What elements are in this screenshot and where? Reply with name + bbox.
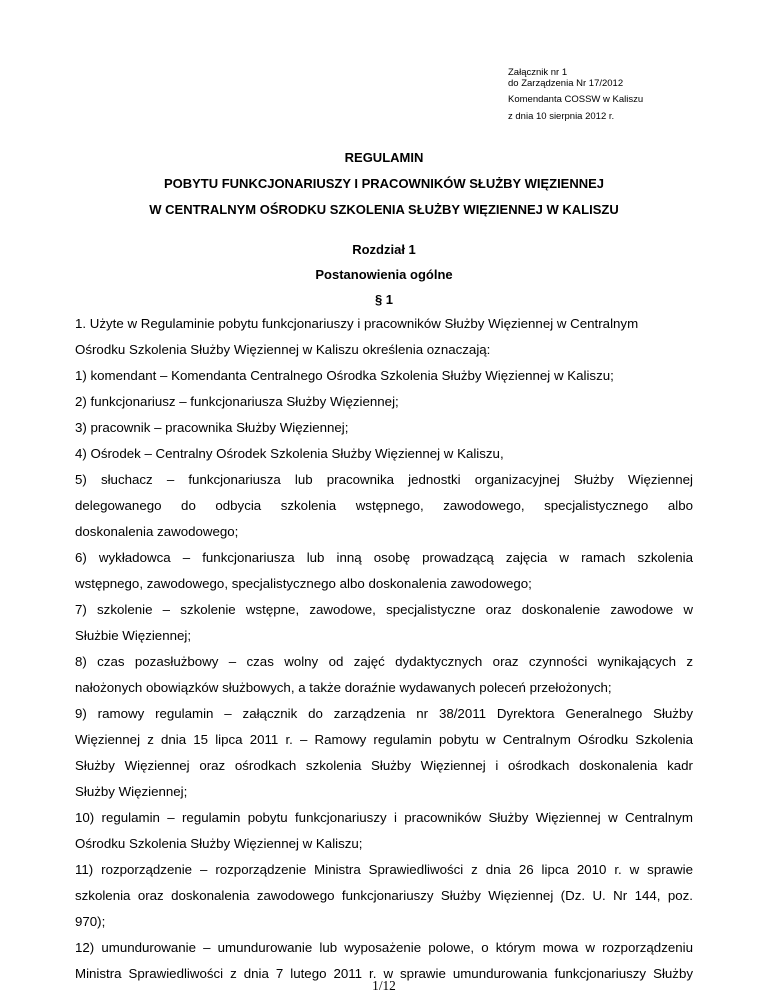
text-line: Służbie Więziennej; xyxy=(75,628,192,643)
text-line: 4) Ośrodek – Centralny Ośrodek Szkolenia Służby Więziennej w Kaliszu, xyxy=(75,446,504,461)
text-line: 6) wykładowca – funkcjonariusza lub inną osobę prowadzącą zajęcia w ramach szkolenia xyxy=(75,550,693,565)
text-line: 970); xyxy=(75,914,106,929)
text-line: wstępnego, zawodowego, specjalistycznego albo doskonalenia zawodowego; xyxy=(75,576,532,591)
text-line: Ośrodku Szkolenia Służby Więziennej w Kaliszu określenia oznaczają: xyxy=(75,342,491,357)
text-line: 3) pracownik – pracownika Służby Więziennej; xyxy=(75,420,349,435)
text-line: 9) ramowy regulamin – załącznik do zarządzenia nr 38/2011 Dyrektora Generalnego Służby xyxy=(75,706,693,721)
page-number: 1/12 xyxy=(372,978,396,993)
document-title: REGULAMIN xyxy=(344,150,424,165)
text-line: Ośrodku Szkolenia Służby Więziennej w Kaliszu; xyxy=(75,836,363,851)
document-subtitle-1: POBYTU FUNKCJONARIUSZY I PRACOWNIKÓW SŁUŻBY WIĘZIENNEJ xyxy=(163,176,605,191)
text-line: 12) umundurowanie – umundurowanie lub wyposażenie polowe, o którym mowa w rozporządzeniu xyxy=(75,940,693,955)
text-line: Ministra Sprawiedliwości z dnia 7 lutego 2011 r. w sprawie umundurowania funkcjonariuszy Służby xyxy=(75,966,693,981)
text-line: doskonalenia zawodowego; xyxy=(75,524,239,539)
annex-line-2: do Zarządzenia Nr 17/2012 xyxy=(508,77,624,89)
text-line: delegowanego do odbycia szkolenia wstępnego, zawodowego, specjalistycznego albo xyxy=(75,498,693,513)
text-line: szkolenia oraz doskonalenia zawodowego funkcjonariuszy Służby Więziennej (Dz. U. Nr 144, poz. xyxy=(75,888,693,903)
text-line: 5) słuchacz – funkcjonariusza lub pracownika jednostki organizacyjnej Służby Więziennej xyxy=(75,472,693,487)
document-subtitle-2: W CENTRALNYM OŚRODKU SZKOLENIA SŁUŻBY WIĘZIENNEJ W KALISZU xyxy=(149,202,619,217)
text-line: 11) rozporządzenie – rozporządzenie Ministra Sprawiedliwości z dnia 26 lipca 2010 r. w sprawie xyxy=(75,862,693,877)
chapter-name: Postanowienia ogólne xyxy=(315,267,453,282)
annex-line-4: z dnia 10 sierpnia 2012 r. xyxy=(508,110,615,122)
annex-line-1: Załącznik nr 1 xyxy=(508,67,568,78)
annex-note xyxy=(508,68,643,122)
text-line: Więziennej z dnia 15 lipca 2011 r. – Ramowy regulamin pobytu w Centralnym Ośrodku Szkolenia xyxy=(75,732,693,747)
text-line: 2) funkcjonariusz – funkcjonariusza Służby Więziennej; xyxy=(75,394,399,409)
text-line: nałożonych obowiązków służbowych, a także doraźnie wydawanych poleceń przełożonych; xyxy=(75,680,612,695)
text-line: 7) szkolenie – szkolenie wstępne, zawodowe, specjalistyczne oraz doskonalenie zawodowe w xyxy=(75,602,693,617)
text-line: 10) regulamin – regulamin pobytu funkcjonariuszy i pracowników Służby Więziennej w Centralnym xyxy=(75,810,693,825)
text-line: Służby Więziennej oraz ośrodkach szkolenia Służby Więziennej i ośrodkach doskonalenia kadr xyxy=(75,758,693,773)
text-line: 1. Użyte w Regulaminie pobytu funkcjonariuszy i pracowników Służby Więziennej w Centralnym xyxy=(75,316,639,331)
annex-line-3: Komendanta COSSW w Kaliszu xyxy=(508,94,644,105)
text-line: Służby Więziennej; xyxy=(75,784,188,799)
text-line: 1) komendant – Komendanta Centralnego Ośrodka Szkolenia Służby Więziennej w Kaliszu; xyxy=(75,368,614,383)
section-mark: § 1 xyxy=(374,292,394,307)
chapter-number: Rozdział 1 xyxy=(352,242,416,257)
text-line: 8) czas pozasłużbowy – czas wolny od zajęć dydaktycznych oraz czynności wynikających z xyxy=(75,654,693,669)
